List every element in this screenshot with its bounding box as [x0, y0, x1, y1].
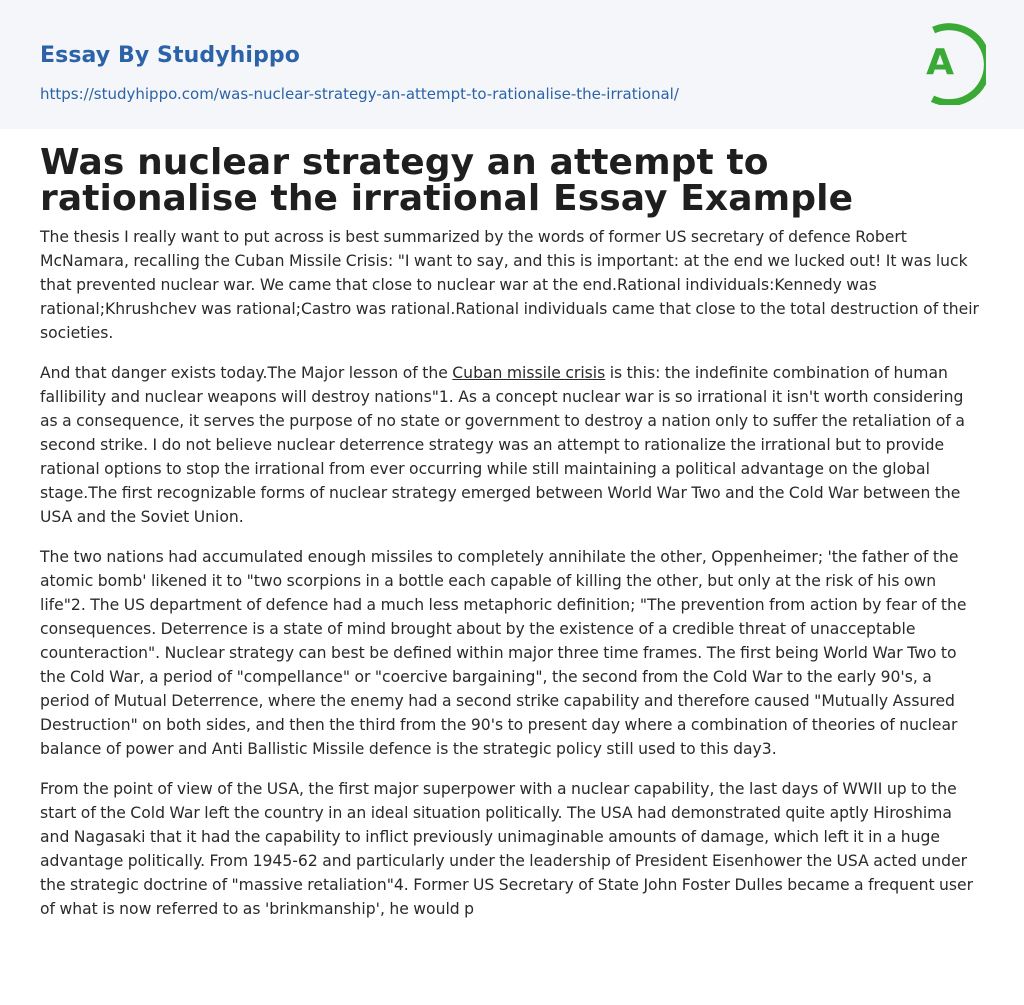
studyhippo-logo-icon[interactable]: [912, 19, 986, 105]
article: [0, 129, 1024, 921]
paragraph-2-text-start: And that danger exists today.The Major lesson of the: [40, 364, 453, 382]
article-paragraph-2: [40, 361, 984, 529]
logo-letter: A: [926, 42, 954, 83]
paragraph-2-text-end: is this: the indefinite combination of human fallibility and nuclear weapons will destroy nations"1. As a concept nuclear war is so irrational it isn't worth considering as a consequence, it serves the purpose of no state or government to destroy a nation only to suffer the retaliation of a second strike. I do not believe nuclear deterrence strategy was an attempt to rationalize the irrational but to provide rational options to stop the irrational from ever occurring while still maintaining a political advantage on the global stage.The first recognizable forms of nuclear strategy emerged between World War Two and the Cold War between the USA and the Soviet Union.: [40, 364, 965, 526]
article-paragraph-1: The thesis I really want to put across is best summarized by the words of former US secretary of defence Robert McNamara, recalling the Cuban Missile Crisis: "I want to say, and this is important: at the end we lucked out! It was luck that prevented nuclear war. We came that close to nuclear war at the end.Rational individuals:Kennedy was rational;Khrushchev was rational;Castro was rational.Rational individuals came that close to the total destruction of their societies.: [40, 228, 979, 342]
article-paragraph-3: The two nations had accumulated enough missiles to completely annihilate the other, Oppenheimer; 'the father of the atomic bomb' likened it to "two scorpions in a bottle each capable of killing the other, but only at the risk of his own life"2. The US department of defence had a much less metaphoric definition; "The prevention from action by fear of the consequences. Deterrence is a state of mind brought about by the existence of a credible threat of unacceptable counteraction". Nuclear strategy can best be defined within major three time frames. The first being World War Two to the Cold War, a period of "compellance" or "coercive bargaining", the second from the Cold War to the early 90's, a period of Mutual Deterrence, where the enemy had a second strike capability and therefore caused "Mutually Assured Destruction" on both sides, and then the third from the 90's to present day where a combination of theories of nuclear balance of power and Anti Ballistic Missile defence is the strategic policy still used to this day3.: [40, 548, 967, 758]
site-brand[interactable]: Essay By Studyhippo: [40, 43, 300, 68]
article-title: Was nuclear strategy an attempt to rationalise the irrational Essay Example: [40, 142, 854, 219]
cuban-missile-crisis-link[interactable]: Cuban missile crisis: [452, 364, 606, 382]
page-url-link[interactable]: https://studyhippo.com/was-nuclear-strategy-an-attempt-to-rationalise-the-irrational/: [40, 85, 679, 103]
site-header: [0, 0, 1024, 129]
article-paragraph-4: From the point of view of the USA, the first major superpower with a nuclear capability, the last days of WWII up to the start of the Cold War left the country in an ideal situation politically. The USA had demonstrated quite aptly Hiroshima and Nagasaki that it had the capability to inflict previously unimaginable amounts of damage, which left it in a huge advantage politically. From 1945-62 and particularly under the leadership of President Eisenhower the USA acted under the strategic doctrine of "massive retaliation"4. Former US Secretary of State John Foster Dulles became a frequent user of what is now referred to as 'brinkmanship', he would p: [40, 780, 974, 918]
